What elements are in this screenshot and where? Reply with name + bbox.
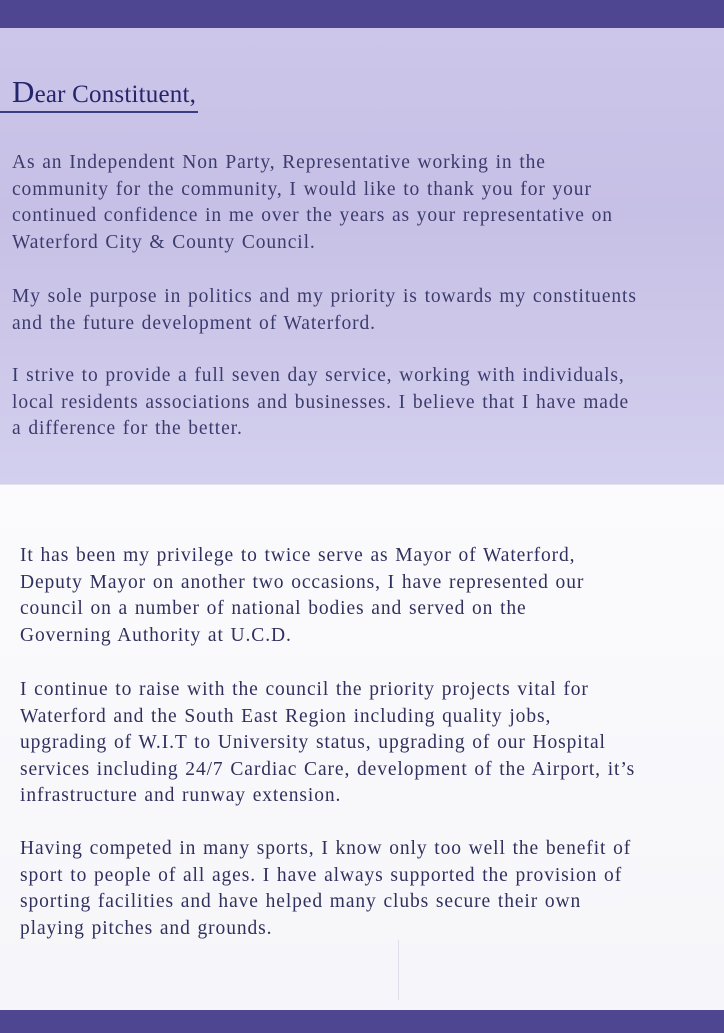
text-line: upgrading of W.I.T to University status, upgrading of our Hospital (20, 732, 606, 753)
paper-crease (0, 484, 724, 485)
greeting-rest: ear Constituent, (34, 81, 197, 108)
paragraph-purpose (12, 284, 637, 337)
text-line: a difference for the better. (12, 418, 243, 439)
text-line: playing pitches and grounds. (20, 917, 273, 939)
letter-greeting (12, 74, 196, 110)
paragraph-service (12, 363, 629, 443)
text-line: Deputy Mayor on another two occasions, I have represented our (20, 571, 585, 593)
text-line: and the future development of Waterford. (12, 312, 376, 334)
text-line: Governing Authority at U.C.D. (20, 624, 292, 646)
text-line: local residents associations and businesses. I believe that I have made (12, 391, 630, 413)
text-line: My sole purpose in politics and my priority is towards my constituents (12, 286, 637, 307)
bottom-color-band (0, 1010, 724, 1033)
text-line: services including 24/7 Cardiac Care, development of the Airport, it’s (20, 758, 636, 780)
paper-crease (398, 940, 399, 1000)
text-line: Waterford City & County Council. (12, 231, 316, 253)
text-line: infrastructure and runway extension. (20, 785, 342, 806)
paragraph-thanks (12, 150, 613, 256)
text-line: I strive to provide a full seven day service, working with individuals, (12, 365, 625, 386)
text-line: As an Independent Non Party, Representative working in the (12, 152, 546, 173)
text-line: sport to people of all ages. I have always supported the provision of (20, 864, 623, 886)
paragraph-mayor (20, 543, 584, 649)
paragraph-sports (20, 836, 631, 942)
text-line: sporting facilities and have helped many clubs secure their own (20, 891, 582, 912)
greeting-initial: D (12, 74, 35, 109)
text-line: continued confidence in me over the years as your representative on (12, 205, 613, 226)
greeting-underline (0, 111, 198, 113)
text-line: council on a number of national bodies and served on the (20, 598, 527, 619)
text-line: It has been my privilege to twice serve as Mayor of Waterford, (20, 545, 576, 566)
paragraph-projects (20, 677, 635, 810)
text-line: community for the community, I would like to thank you for your (12, 178, 592, 200)
text-line: Having competed in many sports, I know only too well the benefit of (20, 838, 632, 859)
top-color-band (0, 0, 724, 28)
text-line: Waterford and the South East Region including quality jobs, (20, 705, 552, 727)
text-line: I continue to raise with the council the priority projects vital for (20, 679, 589, 700)
